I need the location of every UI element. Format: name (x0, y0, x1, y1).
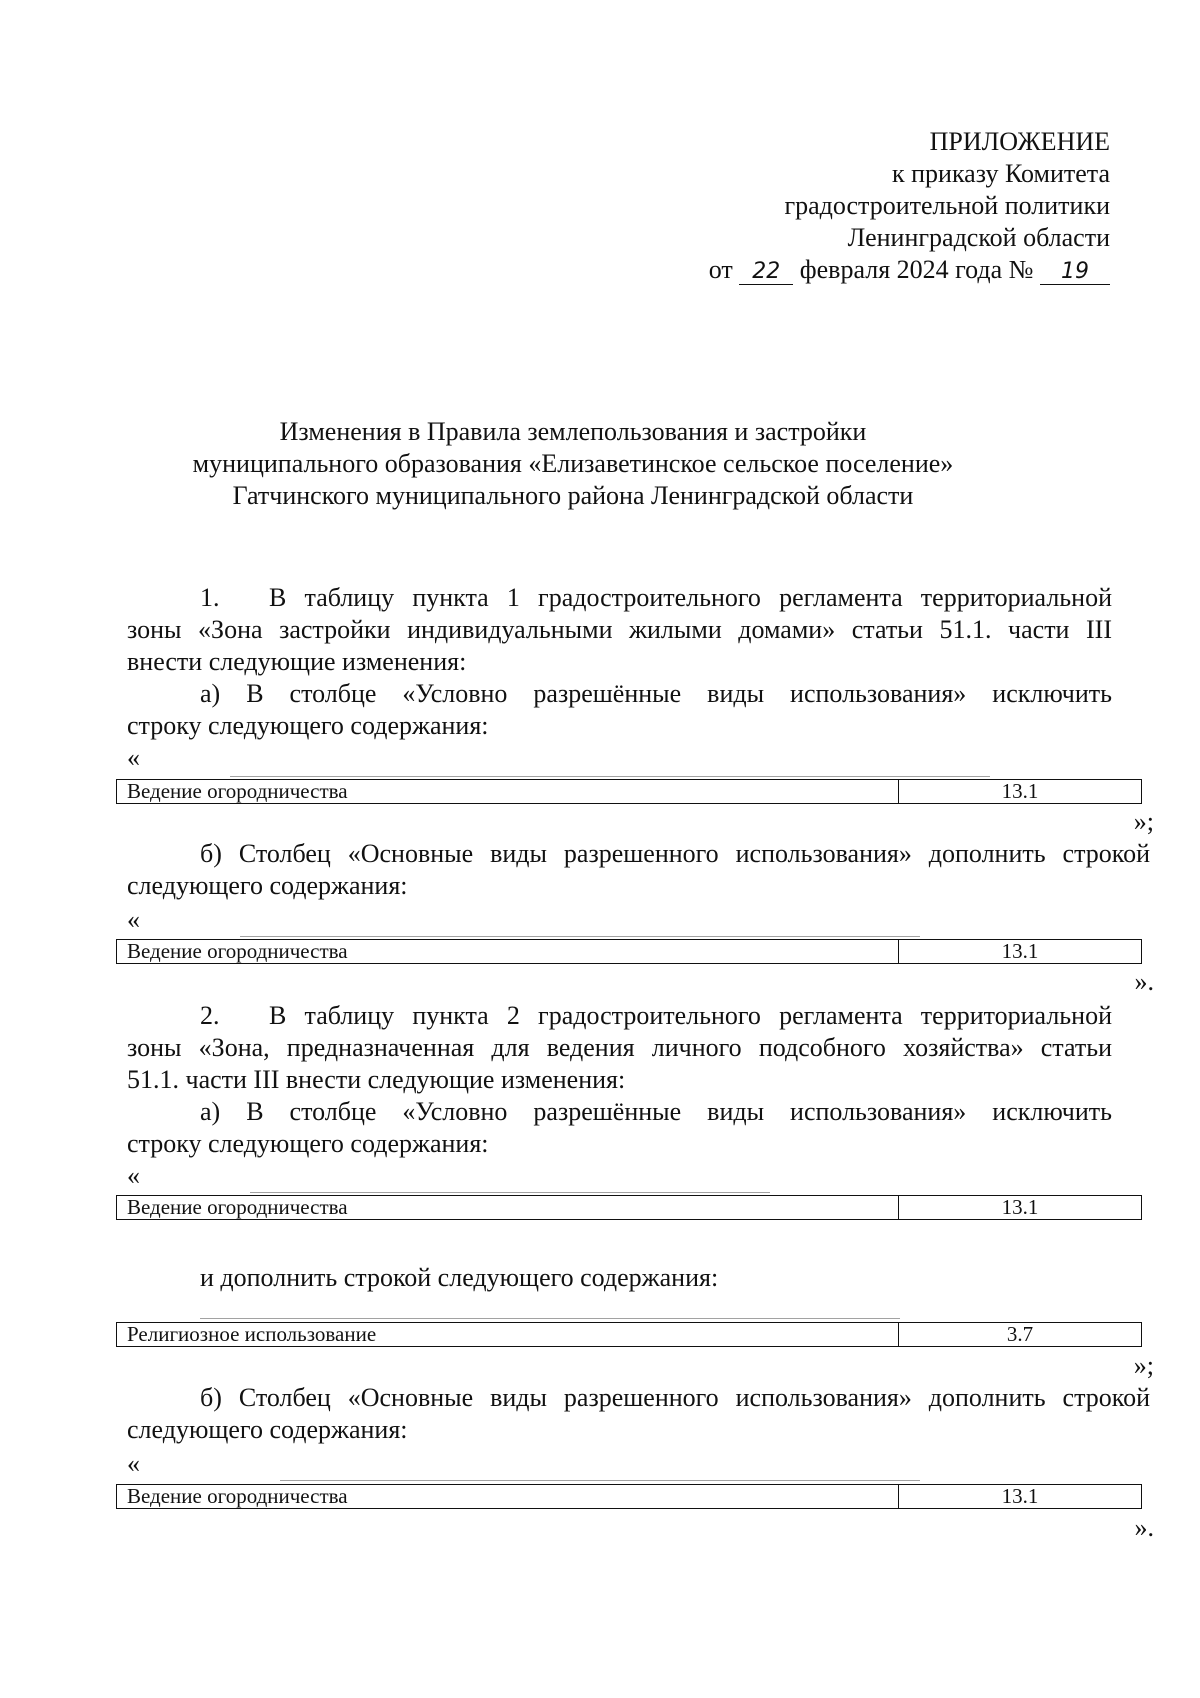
table-cell-name: Ведение огородничества (127, 1484, 348, 1508)
table-row (116, 1195, 1142, 1220)
section-1-text-line-1: В таблицу пункта 1 градостроительного регламента территориальной (269, 583, 1112, 612)
date-middle: февраля 2024 года № (799, 255, 1034, 284)
table-row (116, 779, 1142, 804)
open-quote: « (127, 1161, 140, 1190)
close-quote: ». (1134, 967, 1154, 996)
table-cell-name: Ведение огородничества (127, 1195, 348, 1219)
section-2a-line-1: а) В столбце «Условно разрешённые виды использования» исключить (200, 1097, 1112, 1126)
close-quote: »; (1133, 807, 1154, 836)
appendix-title: ПРИЛОЖЕНИЕ (929, 127, 1110, 156)
section-2-text-line-1: В таблицу пункта 2 градостроительного регламента территориальной (269, 1001, 1112, 1030)
appendix-line-1: к приказу Комитета (891, 159, 1110, 188)
section-1a-line-2: строку следующего содержания: (127, 711, 489, 740)
section-1a-line-1: а) В столбце «Условно разрешённые виды использования» исключить (200, 679, 1112, 708)
table-row (116, 1484, 1142, 1509)
appendix-line-2: градостроительной политики (784, 191, 1110, 220)
section-2-add-line: и дополнить строкой следующего содержания: (200, 1263, 719, 1292)
table-cell-code: 3.7 (1006, 1322, 1034, 1346)
date-prefix: от (708, 255, 733, 284)
doc-title-line-1: Изменения в Правила землепользования и застройки (279, 417, 867, 446)
section-2b-line-2: следующего содержания: (127, 1415, 408, 1444)
table-cell-name: Ведение огородничества (127, 939, 348, 963)
section-2-number: 2. (200, 1001, 220, 1030)
table-cell-code: 13.1 (1001, 1195, 1039, 1219)
section-2-text-line-3: 51.1. части III внести следующие изменения: (127, 1065, 626, 1094)
section-1b-line-1: б) Столбец «Основные виды разрешенного использования» дополнить строкой (200, 839, 1150, 868)
section-1-text-line-2: зоны «Зона застройки индивидуальными жилыми домами» статьи 51.1. части III (127, 615, 1112, 644)
section-2b-line-1: б) Столбец «Основные виды разрешенного использования» дополнить строкой (200, 1383, 1150, 1412)
appendix-line-3: Ленинградской области (847, 223, 1110, 252)
order-number-handwritten: 19 (1040, 260, 1110, 285)
table-cell-code: 13.1 (1001, 939, 1039, 963)
table-cell-code: 13.1 (1001, 1484, 1039, 1508)
open-quote: « (127, 905, 140, 934)
appendix-date-line (709, 254, 1110, 286)
section-1-number: 1. (200, 583, 220, 612)
doc-title-line-2: муниципального образования «Елизаветинское сельское поселение» (192, 449, 954, 478)
section-2a-line-2: строку следующего содержания: (127, 1129, 489, 1158)
section-2-text-line-2: зоны «Зона, предназначенная для ведения личного подсобного хозяйства» статьи (127, 1033, 1112, 1062)
open-quote: « (127, 743, 140, 772)
close-quote: »; (1133, 1351, 1154, 1380)
close-quote: ». (1134, 1513, 1154, 1542)
table-cell-code: 13.1 (1001, 779, 1039, 803)
doc-title-line-3: Гатчинского муниципального района Ленинградской области (232, 481, 914, 510)
date-day-handwritten: 22 (739, 260, 793, 285)
section-1b-line-2: следующего содержания: (127, 871, 408, 900)
table-row (116, 1322, 1142, 1347)
table-cell-name: Ведение огородничества (127, 779, 348, 803)
section-1-text-line-3: внести следующие изменения: (127, 647, 467, 676)
table-cell-name: Религиозное использование (127, 1322, 377, 1346)
table-row (116, 939, 1142, 964)
open-quote: « (127, 1449, 140, 1478)
